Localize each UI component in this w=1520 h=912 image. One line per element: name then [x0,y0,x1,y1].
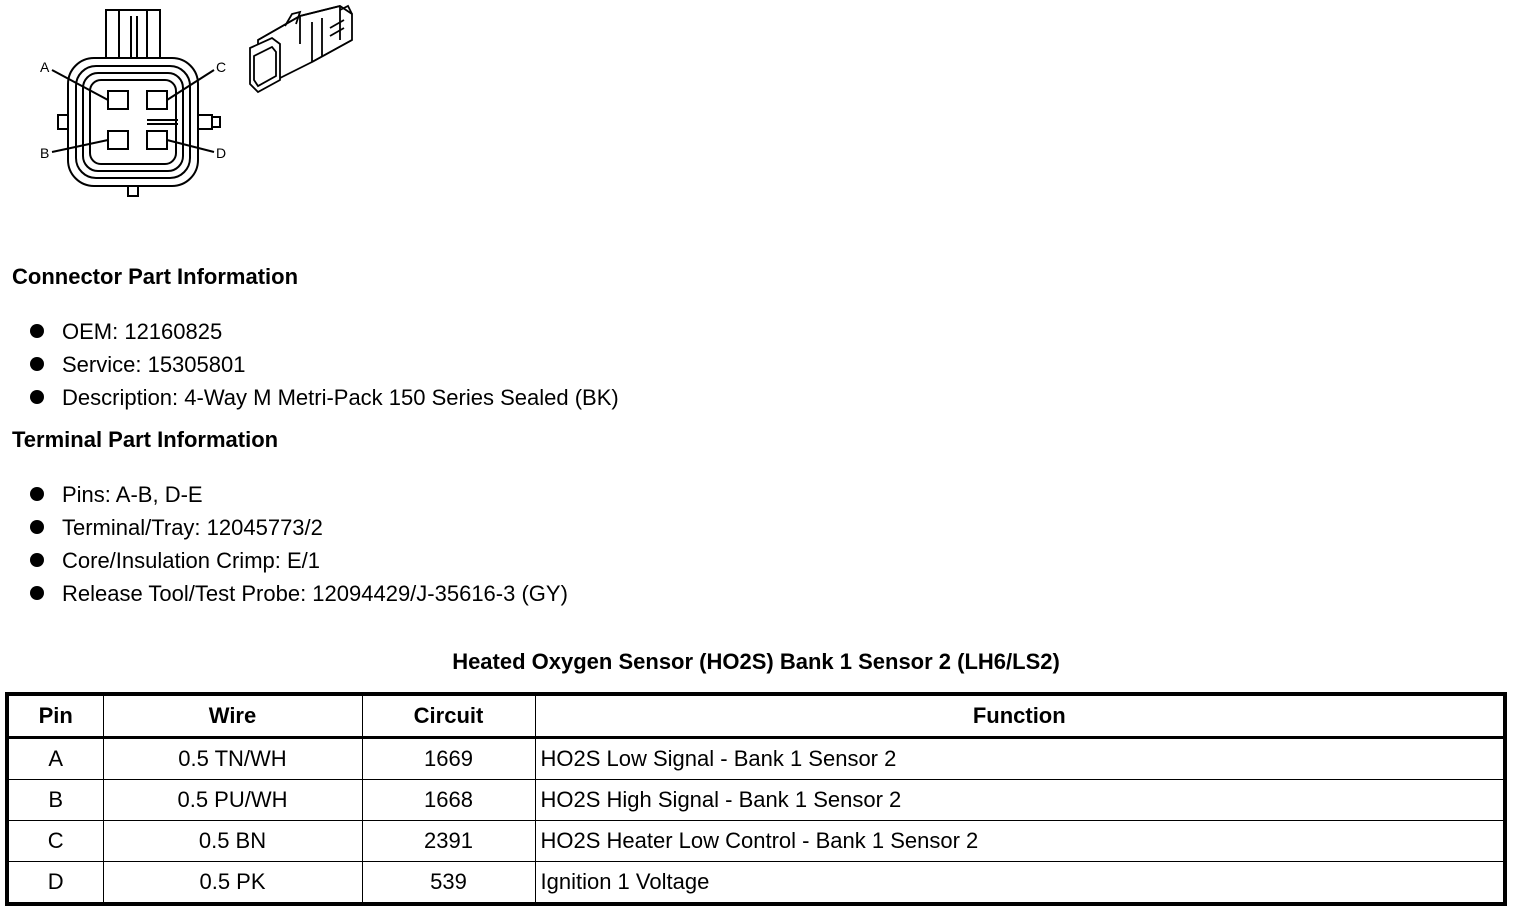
cell-pin: A [7,738,103,780]
cell-function: HO2S Low Signal - Bank 1 Sensor 2 [535,738,1505,780]
table-row [7,821,1505,862]
pin-label-a: A [40,59,50,75]
connector-diagram [0,0,380,210]
cell-wire: 0.5 TN/WH [103,738,362,780]
terminal-part-heading: Terminal Part Information [12,427,279,452]
terminal-crimp-item: Core/Insulation Crimp: E/1 [0,544,568,577]
cell-pin: D [7,862,103,905]
pin-table-title: Heated Oxygen Sensor (HO2S) Bank 1 Sensor 2 (LH6/LS2) [452,649,1060,674]
header-wire: Wire [103,694,362,738]
cell-function: Ignition 1 Voltage [535,862,1505,905]
cell-function: HO2S High Signal - Bank 1 Sensor 2 [535,780,1505,821]
cell-wire: 0.5 PU/WH [103,780,362,821]
pin-table [5,692,1507,906]
connector-part-heading: Connector Part Information [12,264,299,289]
connector-iso-view [250,6,352,92]
pin-label-d: D [216,145,227,161]
cell-pin: B [7,780,103,821]
table-header-row [7,694,1505,738]
table-row [7,738,1505,780]
terminal-tray-item: Terminal/Tray: 12045773/2 [0,511,568,544]
connector-description-item: Description: 4-Way M Metri-Pack 150 Series Sealed (BK) [0,381,619,414]
cell-circuit: 539 [362,862,535,905]
terminal-release-tool-item: Release Tool/Test Probe: 12094429/J-35616-3 (GY) [0,577,568,610]
terminal-pins-item: Pins: A-B, D-E [0,478,568,511]
header-function: Function [535,694,1505,738]
pin-label-c: C [216,59,227,75]
cell-function: HO2S Heater Low Control - Bank 1 Sensor 2 [535,821,1505,862]
connector-service-item: Service: 15305801 [0,348,619,381]
cell-wire: 0.5 BN [103,821,362,862]
connector-part-list [0,315,619,414]
connector-oem-item: OEM: 12160825 [0,315,619,348]
table-row [7,862,1505,905]
pin-label-b: B [40,145,50,161]
cell-pin: C [7,821,103,862]
terminal-part-list [0,478,568,610]
header-circuit: Circuit [362,694,535,738]
table-row [7,780,1505,821]
cell-circuit: 1669 [362,738,535,780]
cell-circuit: 2391 [362,821,535,862]
cell-wire: 0.5 PK [103,862,362,905]
cell-circuit: 1668 [362,780,535,821]
header-pin: Pin [7,694,103,738]
